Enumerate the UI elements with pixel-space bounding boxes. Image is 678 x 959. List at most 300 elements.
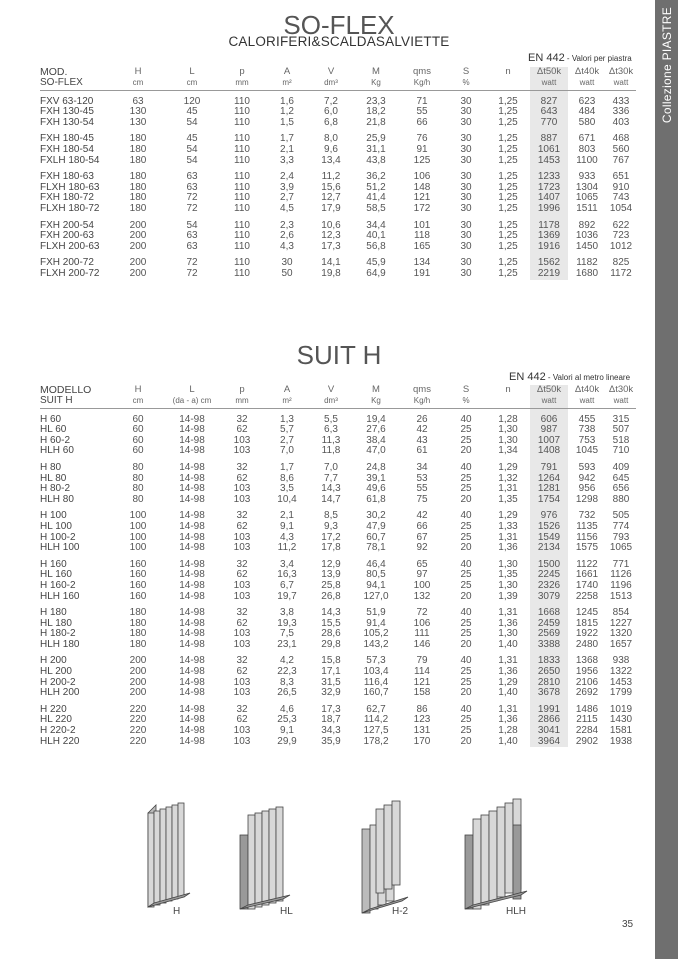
suith-value-cell: 645: [612, 472, 630, 484]
soflex-value-cell: 468: [612, 133, 630, 145]
suith-value-cell: 100: [129, 510, 147, 522]
suith-value-cell: 1,33: [498, 520, 518, 532]
suith-value-cell: 10,4: [277, 493, 297, 505]
soflex-value-cell: 1100: [576, 154, 598, 166]
soflex-value-cell: 9,6: [324, 143, 338, 155]
suith-value-cell: 14-98: [179, 569, 205, 581]
soflex-value-cell: 63: [186, 181, 198, 193]
suith-units-cell: [486, 396, 530, 409]
soflex-value-cell: 4,5: [280, 202, 294, 214]
soflex-value-cell: 34,4: [366, 219, 386, 231]
suith-value-cell: 1,7: [280, 461, 294, 473]
suith-units-cell: %: [446, 396, 486, 409]
suith-model-cell: H 200-2: [40, 676, 76, 688]
suith-value-cell: 62: [236, 714, 248, 726]
suith-value-cell: 116,4: [363, 676, 389, 688]
soflex-value-cell: 200: [129, 230, 147, 242]
soflex-value-cell: 7,2: [324, 95, 338, 107]
suith-model-cell: H 80-2: [40, 483, 71, 495]
soflex-value-cell: 1453: [530, 156, 568, 167]
suith-value-cell: 65: [416, 558, 428, 570]
soflex-units-cell: mm: [218, 78, 266, 91]
soflex-value-cell: 2,7: [280, 192, 294, 204]
suith-value-cell: 15,5: [321, 617, 341, 629]
soflex-value-cell: 8,0: [324, 133, 338, 145]
soflex-value-cell: 1680: [575, 267, 599, 279]
suith-value-cell: 25: [460, 424, 472, 436]
suith-units-cell: SUIT H: [40, 396, 110, 409]
soflex-value-cell: 63: [186, 230, 198, 242]
suith-value-cell: 146: [413, 638, 431, 650]
suith-value-cell: 26,5: [277, 687, 297, 699]
suith-value-cell: 738: [578, 424, 596, 436]
suith-table-row: [40, 522, 636, 533]
suith-value-cell: 1,30: [498, 558, 518, 570]
suith-value-cell: 1991: [530, 705, 568, 716]
suith-value-cell: 200: [129, 666, 147, 678]
suith-value-cell: 46,4: [366, 558, 386, 570]
suith-value-cell: 1,40: [498, 735, 518, 747]
soflex-value-cell: 180: [129, 133, 147, 145]
suith-value-cell: 2902: [575, 735, 599, 747]
soflex-value-cell: 110: [234, 202, 250, 214]
side-tab: [655, 0, 678, 959]
soflex-value-cell: 41,4: [366, 192, 386, 204]
soflex-value-cell: 30: [460, 106, 472, 118]
suith-value-cell: 103,4: [363, 666, 389, 678]
suith-value-cell: 27,6: [366, 424, 386, 436]
suith-value-cell: 31,5: [321, 676, 341, 688]
soflex-header-cell: L: [189, 66, 195, 77]
soflex-value-cell: 118: [414, 230, 430, 242]
soflex-value-cell: 1,25: [498, 219, 518, 231]
suith-value-cell: 1526: [530, 522, 568, 533]
soflex-value-cell: 1,25: [498, 192, 518, 204]
suith-model-cell: HLH 60: [40, 445, 74, 457]
soflex-value-cell: 1172: [610, 267, 632, 279]
suith-value-cell: 14-98: [179, 590, 205, 602]
soflex-value-cell: 1,25: [498, 171, 518, 183]
soflex-value-cell: 2,4: [280, 171, 294, 183]
suith-value-cell: 1430: [609, 714, 633, 726]
suith-value-cell: 170: [413, 735, 431, 747]
suith-header-cell: M: [372, 384, 380, 395]
soflex-value-cell: 101: [413, 219, 431, 231]
suith-value-cell: 1,31: [498, 483, 518, 495]
soflex-value-cell: 1996: [530, 204, 568, 215]
suith-value-cell: 7,7: [324, 472, 338, 484]
soflex-value-cell: 40,1: [366, 230, 386, 242]
suith-table-row: [40, 592, 636, 603]
suith-value-cell: 53: [416, 472, 428, 484]
suith-value-cell: 40: [460, 461, 472, 473]
soflex-value-cell: 10,6: [321, 219, 341, 231]
suith-value-cell: 7,0: [324, 461, 338, 473]
soflex-units-cell: watt: [606, 78, 636, 91]
suith-value-cell: 103: [233, 542, 251, 554]
suith-table-row: [40, 737, 636, 748]
soflex-value-cell: 30: [460, 240, 472, 252]
soflex-value-cell: 200: [129, 267, 147, 279]
soflex-value-cell: 887: [530, 134, 568, 145]
suith-value-cell: 1,36: [498, 617, 518, 629]
suith-value-cell: 11,2: [277, 542, 297, 554]
suith-value-cell: 60: [132, 434, 144, 446]
suith-value-cell: 20: [460, 542, 472, 554]
suith-value-cell: 1122: [576, 558, 598, 570]
suith-value-cell: 2866: [530, 715, 568, 726]
suith-value-cell: 1754: [530, 495, 568, 506]
suith-value-cell: 3388: [530, 640, 568, 651]
suith-table-row: [40, 446, 636, 457]
suith-value-cell: 3964: [530, 737, 568, 748]
soflex-value-cell: 1,25: [498, 116, 518, 128]
suith-header-row: [40, 385, 636, 396]
suith-value-cell: 180: [129, 617, 147, 629]
soflex-value-cell: 110: [234, 154, 250, 166]
suith-model-cell: HL 100: [40, 520, 72, 532]
soflex-units-cell: watt: [568, 78, 606, 91]
soflex-model-cell: FXH 200-72: [40, 257, 94, 269]
suith-value-cell: 1833: [530, 656, 568, 667]
suith-value-cell: 14-98: [179, 725, 205, 737]
soflex-header-cell: M: [372, 66, 380, 77]
soflex-value-cell: 1369: [530, 231, 568, 242]
suith-value-cell: 80: [132, 483, 144, 495]
soflex-units-cell: Kg/h: [398, 78, 446, 91]
suith-header-cell: L: [189, 384, 195, 395]
suith-value-cell: 78,1: [366, 542, 386, 554]
soflex-value-cell: 1233: [530, 172, 568, 183]
suith-value-cell: 14-98: [179, 461, 205, 473]
suith-value-cell: 14-98: [179, 413, 205, 425]
soflex-header-cell: Δt30k: [608, 66, 634, 77]
suith-value-cell: 28,6: [321, 628, 341, 640]
suith-value-cell: 61,8: [366, 493, 386, 505]
suith-value-cell: 14-98: [179, 579, 205, 591]
soflex-value-cell: 110: [234, 133, 250, 145]
suith-value-cell: 42: [416, 424, 428, 436]
suith-value-cell: 2650: [530, 667, 568, 678]
suith-value-cell: 30,2: [366, 510, 386, 522]
suith-value-cell: 49,6: [366, 483, 386, 495]
suith-value-cell: 103: [233, 638, 251, 650]
suith-value-cell: 942: [578, 472, 596, 484]
suith-value-cell: 6,3: [324, 424, 338, 436]
suith-value-cell: 3678: [530, 688, 568, 699]
suith-value-cell: 127,5: [363, 725, 389, 737]
suith-value-cell: 114: [414, 666, 430, 678]
suith-value-cell: 5,7: [280, 424, 294, 436]
suith-value-cell: 1581: [609, 725, 633, 737]
suith-value-cell: 20: [460, 445, 472, 457]
soflex-value-cell: 30: [460, 202, 472, 214]
soflex-value-cell: 3,9: [280, 181, 294, 193]
soflex-value-cell: 58,5: [366, 202, 386, 214]
suith-value-cell: 507: [612, 424, 630, 436]
soflex-value-cell: 200: [129, 219, 147, 231]
suith-value-cell: 1245: [575, 607, 599, 619]
suith-value-cell: 80: [132, 461, 144, 473]
soflex-value-cell: 2,3: [280, 219, 294, 231]
suith-model-cell: HL 220: [40, 714, 72, 726]
soflex-value-cell: 1012: [609, 240, 633, 252]
suith-value-cell: 2106: [575, 676, 599, 688]
soflex-value-cell: 63: [132, 95, 144, 107]
suith-value-cell: 1799: [609, 687, 633, 699]
soflex-value-cell: 172: [413, 202, 431, 214]
suith-value-cell: 62: [236, 569, 248, 581]
diagram-hlh: [465, 799, 527, 909]
suith-value-cell: 14-98: [179, 703, 205, 715]
suith-value-cell: 2115: [576, 714, 598, 726]
soflex-value-cell: 66: [416, 116, 428, 128]
soflex-value-cell: 19,8: [321, 267, 341, 279]
soflex-value-cell: 120: [183, 95, 201, 107]
suith-value-cell: 774: [612, 520, 630, 532]
suith-value-cell: 103: [233, 725, 251, 737]
suith-value-cell: 4,3: [280, 531, 294, 543]
suith-value-cell: 8,6: [280, 472, 294, 484]
soflex-value-cell: 30: [460, 219, 472, 231]
suith-value-cell: 7,5: [280, 628, 294, 640]
suith-value-cell: 62: [236, 617, 248, 629]
suith-value-cell: 987: [530, 425, 568, 436]
suith-table-row: [40, 463, 636, 474]
suith-value-cell: 34: [416, 461, 428, 473]
soflex-value-cell: 1182: [576, 257, 598, 269]
soflex-model-cell: FXH 180-63: [40, 171, 94, 183]
soflex-value-cell: 72: [186, 202, 198, 214]
suith-value-cell: 178,2: [363, 735, 389, 747]
suith-value-cell: 32: [236, 461, 248, 473]
suith-value-cell: 25,8: [321, 579, 341, 591]
suith-value-cell: 14-98: [179, 687, 205, 699]
soflex-value-cell: 723: [612, 230, 630, 242]
suith-value-cell: 1045: [575, 445, 599, 457]
suith-value-cell: 1938: [609, 735, 633, 747]
soflex-value-cell: 1036: [575, 230, 599, 242]
suith-value-cell: 17,3: [321, 703, 341, 715]
soflex-header-cell: qms: [413, 66, 431, 77]
suith-value-cell: 1,28: [498, 725, 518, 737]
suith-value-cell: 1126: [610, 569, 632, 581]
suith-model-cell: H 80: [40, 461, 62, 473]
suith-value-cell: 24,8: [366, 461, 386, 473]
soflex-value-cell: 30: [281, 257, 293, 269]
suith-value-cell: 67: [416, 531, 428, 543]
soflex-value-cell: 30: [460, 133, 472, 145]
suith-units-cell: watt: [568, 396, 606, 409]
suith-value-cell: 1,31: [498, 655, 518, 667]
suith-value-cell: 80: [132, 472, 144, 484]
soflex-value-cell: 1450: [575, 240, 599, 252]
soflex-value-cell: 45: [186, 133, 198, 145]
suith-value-cell: 97: [416, 569, 428, 581]
soflex-units-cell: dm³: [308, 78, 354, 91]
soflex-value-cell: 580: [578, 116, 596, 128]
suith-value-cell: 14-98: [179, 542, 205, 554]
soflex-value-cell: 110: [234, 267, 250, 279]
suith-value-cell: 103: [233, 676, 251, 688]
suith-value-cell: 43: [416, 434, 428, 446]
suith-value-cell: 8,5: [324, 510, 338, 522]
suith-value-cell: 160: [129, 590, 147, 602]
soflex-value-cell: 50: [281, 267, 293, 279]
soflex-model-cell: FXH 130-54: [40, 116, 94, 128]
suith-value-cell: 1,40: [498, 638, 518, 650]
soflex-value-cell: 30: [460, 95, 472, 107]
suith-value-cell: 38,4: [366, 434, 386, 446]
suith-value-cell: 1549: [530, 533, 568, 544]
suith-value-cell: 14-98: [179, 638, 205, 650]
suith-value-cell: 6,7: [280, 579, 294, 591]
suith-model-cell: H 200: [40, 655, 67, 667]
soflex-value-cell: 1,2: [280, 106, 294, 118]
suith-header-cell: p: [239, 384, 245, 395]
suith-model-cell: H 160-2: [40, 579, 76, 591]
soflex-value-cell: 110: [234, 143, 250, 155]
suith-value-cell: 11,3: [321, 434, 341, 446]
suith-value-cell: 956: [578, 483, 596, 495]
soflex-value-cell: 1,25: [498, 202, 518, 214]
soflex-value-cell: 121: [413, 192, 431, 204]
suith-model-cell: H 180: [40, 607, 67, 619]
soflex-value-cell: 63: [186, 171, 198, 183]
suith-header-cell: Δt40k: [574, 384, 600, 395]
suith-value-cell: 160,7: [363, 687, 389, 699]
suith-title: SUIT H: [296, 340, 382, 370]
suith-value-cell: 732: [578, 510, 596, 522]
suith-value-cell: 1668: [530, 608, 568, 619]
suith-value-cell: 1007: [530, 436, 568, 447]
suith-value-cell: 14-98: [179, 676, 205, 688]
suith-value-cell: 20: [460, 735, 472, 747]
soflex-value-cell: 1916: [530, 242, 568, 253]
suith-value-cell: 14-98: [179, 483, 205, 495]
suith-value-cell: 34,3: [321, 725, 341, 737]
suith-model-cell: HLH 200: [40, 687, 80, 699]
soflex-value-cell: 1,25: [498, 133, 518, 145]
suith-value-cell: 47,0: [366, 445, 386, 457]
suith-value-cell: 160: [129, 579, 147, 591]
soflex-value-cell: 45: [186, 106, 198, 118]
suith-value-cell: 14-98: [179, 607, 205, 619]
soflex-value-cell: 30: [460, 181, 472, 193]
suith-value-cell: 20: [460, 687, 472, 699]
suith-value-cell: 60: [132, 424, 144, 436]
soflex-value-cell: 30: [460, 192, 472, 204]
suith-value-cell: 25: [460, 434, 472, 446]
suith-value-cell: 40: [460, 413, 472, 425]
soflex-model-cell: FXH 200-54: [40, 219, 94, 231]
soflex-value-cell: 130: [129, 116, 147, 128]
soflex-value-cell: 4,3: [280, 240, 294, 252]
suith-units-cell: cm: [110, 396, 166, 409]
suith-value-cell: 16,3: [277, 569, 297, 581]
suith-value-cell: 25: [460, 725, 472, 737]
soflex-units-cell: cm: [166, 78, 218, 91]
suith-value-cell: 25: [460, 579, 472, 591]
suith-header-cell: n: [505, 384, 511, 395]
soflex-table-row: [40, 204, 636, 215]
suith-value-cell: 1298: [575, 493, 599, 505]
soflex-value-cell: 72: [186, 267, 198, 279]
suith-value-cell: 1956: [575, 666, 599, 678]
suith-value-cell: 25: [460, 617, 472, 629]
soflex-value-cell: 1,25: [498, 154, 518, 166]
suith-value-cell: 35,9: [321, 735, 341, 747]
suith-value-cell: 1,35: [498, 569, 518, 581]
soflex-value-cell: 30: [460, 257, 472, 269]
suith-value-cell: 20: [460, 590, 472, 602]
suith-value-cell: 25,3: [277, 714, 297, 726]
soflex-units-cell: SO-FLEX: [40, 78, 110, 91]
suith-value-cell: 1368: [575, 655, 599, 667]
suith-value-cell: 9,3: [324, 520, 338, 532]
suith-value-cell: 62,7: [366, 703, 386, 715]
suith-table: [40, 385, 636, 747]
soflex-value-cell: 31,1: [366, 143, 386, 155]
suith-value-cell: 158: [413, 687, 431, 699]
suith-value-cell: 2245: [530, 570, 568, 581]
suith-value-cell: 656: [612, 483, 630, 495]
suith-value-cell: 47,9: [366, 520, 386, 532]
suith-value-cell: 1135: [576, 520, 598, 532]
suith-value-cell: 1,3: [280, 413, 294, 425]
soflex-value-cell: 71: [416, 95, 428, 107]
suith-value-cell: 17,8: [321, 542, 341, 554]
suith-value-cell: 1227: [609, 617, 633, 629]
suith-value-cell: 103: [233, 445, 251, 457]
suith-value-cell: 26,8: [321, 590, 341, 602]
suith-value-cell: 72: [416, 607, 428, 619]
soflex-value-cell: 336: [612, 106, 630, 118]
suith-model-cell: HLH 160: [40, 590, 80, 602]
soflex-value-cell: 767: [612, 154, 630, 166]
soflex-value-cell: 1304: [575, 181, 599, 193]
soflex-header-cell: S: [462, 66, 470, 77]
suith-value-cell: 17,1: [321, 666, 341, 678]
suith-value-cell: 180: [129, 628, 147, 640]
soflex-model-cell: FXH 180-45: [40, 133, 94, 145]
suith-value-cell: 3041: [530, 726, 568, 737]
suith-value-cell: 593: [578, 461, 596, 473]
suith-value-cell: 75: [416, 493, 428, 505]
suith-value-cell: 42: [416, 510, 428, 522]
soflex-value-cell: 433: [612, 95, 630, 107]
suith-value-cell: 80: [132, 493, 144, 505]
suith-value-cell: 103: [233, 531, 251, 543]
suith-value-cell: 791: [530, 463, 568, 474]
soflex-value-cell: 892: [578, 219, 596, 231]
soflex-value-cell: 17,9: [321, 202, 341, 214]
suith-value-cell: 1,29: [498, 461, 518, 473]
soflex-subtitle: CALORIFERI&SCALDASALVIETTE: [228, 34, 450, 49]
soflex-value-cell: 3,3: [280, 154, 294, 166]
suith-value-cell: 2,7: [280, 434, 294, 446]
soflex-value-cell: 1178: [530, 221, 568, 232]
soflex-value-cell: 54: [186, 219, 198, 231]
suith-value-cell: 20: [460, 493, 472, 505]
suith-value-cell: 8,3: [280, 676, 294, 688]
soflex-value-cell: 91: [416, 143, 428, 155]
soflex-value-cell: 110: [234, 106, 250, 118]
suith-value-cell: 23,1: [277, 638, 297, 650]
soflex-value-cell: 110: [234, 240, 250, 252]
suith-value-cell: 1,31: [498, 703, 518, 715]
suith-value-cell: 220: [129, 703, 147, 715]
